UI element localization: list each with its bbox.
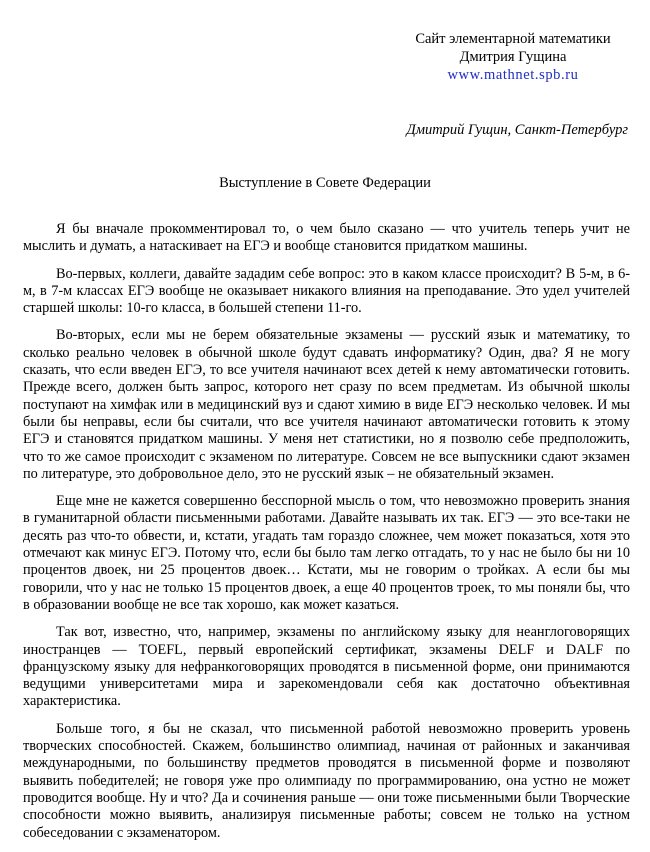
site-title-line-1: Сайт элементарной математики bbox=[415, 31, 611, 47]
site-url-link[interactable]: www.mathnet.spb.ru bbox=[447, 67, 579, 83]
paragraph-5: Так вот, известно, что, например, экзамены по английскому языку для неанглоговорящих иностранцев — TOEFL, первый европейский сертификат, экзамены DELF и DALF по французскому языку для нефранкоговорящих проводятся в письменной форме, они принимаются ведущими университетами мира и зарекомендовали себя как достаточно объективная характеристика. bbox=[23, 624, 630, 710]
paragraph-4: Еще мне не кажется совершенно бесспорной мысль о том, что невозможно проверить знания в гуманитарной области письменными работами. Давайте называть их так. ЕГЭ — это все-таки не десять раз что-то обвести, и, кстати, угадать там гораздо сложнее, чем может показаться, хотя это отмечают как минус ЕГЭ. Потому что, если бы было там легко отгадать, то у нас не было бы ни 10 процентов двоек, ни 25 процентов двоек… Кстати, мы не говорим о тройках. А если бы мы говорили, что у нас не только 15 процентов двоек, а еще 40 процентов троек, то мы поняли бы, что в образовании вообще не все так хорошо, как может казаться. bbox=[23, 493, 630, 613]
author-byline: Дмитрий Гущин, Санкт-Петербург bbox=[406, 122, 628, 138]
paragraph-6: Больше того, я бы не сказал, что письменной работой невозможно проверить уровень творческих способностей. Скажем, большинство олимпиад, начиная от районных и заканчивая международными, по большинству предметов проводятся в письменной форме и позволяют выявить победителей; не говоря уже про олимпиаду по программированию, она устно не может проводится вообще. Ну и что? Да и сочинения раньше — они тоже письменными были Творческие способности можно выявить, анализируя письменные работы; совсем не только на устном собеседовании с экзаменатором. bbox=[23, 720, 630, 841]
document-title: Выступление в Совете Федерации bbox=[219, 175, 431, 191]
paragraph-2: Во-первых, коллеги, давайте зададим себе вопрос: это в каком классе происходит? В 5-м, в 6-м, в 7-м классах ЕГЭ вообще не оказывает никакого влияния на преподавание. Это удел учителей старшей школы: 10-го класса, в большей степени 11-го. bbox=[23, 265, 630, 317]
document-body bbox=[23, 221, 630, 852]
paragraph-3: Во-вторых, если мы не берем обязательные экзамены — русский язык и математику, то сколько реально человек в обычной школе будут сдавать информатику? Один, два? Я не могу сказать, что если введен ЕГЭ, то все учителя начинают всех детей к нему автоматически готовить. Прежде всего, должен быть запрос, которого нет сразу по всем предметам. Из обычной школы поступают на химфак или в медицинский вуз и сдают химию в виде ЕГЭ несколько человек. И мы были бы неправы, если бы считали, что все учителя начинают автоматически готовить к этому ЕГЭ и становятся придатком машины. У меня нет статистики, но я позволю себе предположить, что то же самое происходит с экзаменом по литературе. Совсем не все выпускники сдают экзамен по литературе, это добровольное дело, это не русский язык – не обязательный экзамен. bbox=[23, 327, 630, 482]
site-header bbox=[398, 30, 628, 84]
paragraph-1: Я бы вначале прокомментировал то, о чем было сказано — что учитель теперь учит не мыслить и думать, а натаскивает на ЕГЭ и вообще становится придатком машины. bbox=[23, 221, 630, 255]
site-title-line-2: Дмитрия Гущина bbox=[459, 49, 567, 65]
